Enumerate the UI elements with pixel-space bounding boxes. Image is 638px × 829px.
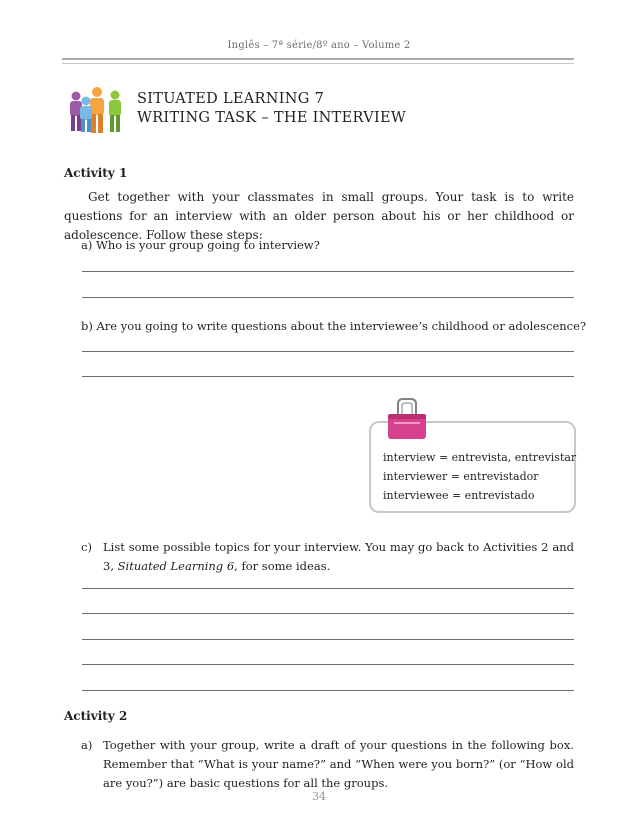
activity2-question-a-text: Together with your group, write a draft of your questions in the following box. Remember that “What is your name?” and “When were you born?” (or “How old are you?”) are basic questions for all the groups. — [103, 738, 574, 790]
answer-line-b2[interactable] — [82, 376, 574, 377]
question-b: b) Are you going to write questions about the interviewee’s childhood or adolescence? — [81, 319, 587, 333]
answer-line-a1[interactable] — [82, 271, 574, 272]
people-group-icon — [66, 86, 128, 134]
answer-line-b1[interactable] — [82, 351, 574, 352]
question-c-text-part2: , for some ideas. — [234, 559, 331, 573]
section-title-line1: SITUATED LEARNING 7 — [137, 91, 325, 107]
activity2-heading: Activity 2 — [64, 709, 128, 723]
answer-line-a2[interactable] — [82, 297, 574, 298]
header-rule — [62, 58, 574, 60]
question-c — [81, 538, 574, 576]
answer-line-c3[interactable] — [82, 639, 574, 640]
question-c-italic: Situated Learning 6 — [117, 559, 235, 573]
header-rule-thin — [62, 63, 574, 64]
activity2-question-a — [81, 736, 574, 793]
question-c-text — [103, 538, 574, 576]
vocab-item-interviewer: interviewer = entrevistador — [383, 470, 539, 483]
activity2-question-a-label: a) — [81, 738, 93, 752]
activity1-intro: Get together with your classmates in small groups. Your task is to write questions for an interview with an older person about his or her childhood or adolescence. Follow these steps: — [64, 190, 574, 242]
question-a: a) Who is your group going to interview? — [81, 238, 320, 252]
answer-line-c1[interactable] — [82, 588, 574, 589]
running-header: Inglês – 7ª série/8º ano – Volume 2 — [227, 40, 411, 51]
activity1-heading: Activity 1 — [64, 166, 128, 180]
question-c-label: c) — [81, 540, 92, 554]
answer-line-c5[interactable] — [82, 690, 574, 691]
section-title-line2: WRITING TASK – THE INTERVIEW — [137, 110, 407, 126]
vocab-item-interview: interview = entrevista, entrevistar — [383, 451, 577, 464]
answer-line-c4[interactable] — [82, 664, 574, 665]
answer-line-c2[interactable] — [82, 613, 574, 614]
section-title — [137, 90, 406, 128]
question-c-text-part1: List some possible topics for your interview. You may go back to Activities 2 and 3, — [103, 540, 574, 573]
page-number: 34 — [312, 790, 326, 803]
vocab-item-interviewee: interviewee = entrevistado — [383, 489, 535, 502]
binder-clip-icon — [386, 398, 428, 442]
